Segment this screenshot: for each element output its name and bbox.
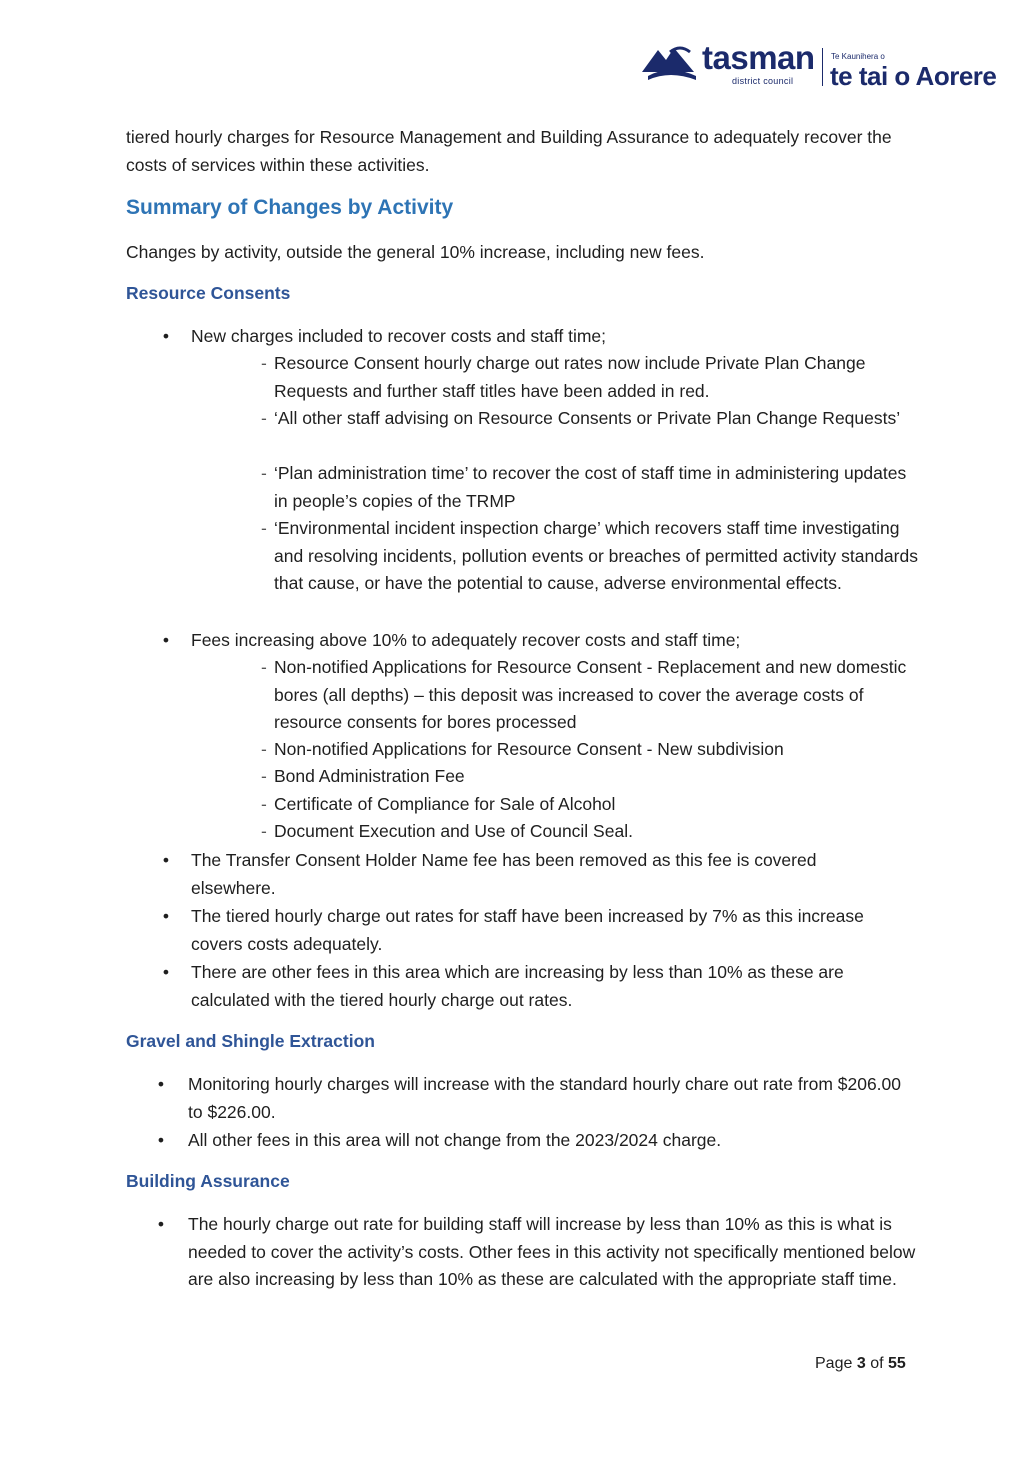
bullet-text: The Transfer Consent Holder Name fee has been removed as this fee is covered elsewhere. [191,850,817,898]
sub-item-text: Document Execution and Use of Council Seal. [274,821,633,841]
sub-item-text: ‘Environmental incident inspection charge’ which recovers staff time investigating and resolving incidents, pollution events or breaches of permitted activity standards that cause, or have the potential to cause, adverse environmental effects. [274,518,918,593]
page-word: Page [815,1355,853,1372]
sub-item-text: Resource Consent hourly charge out rates now include Private Plan Change Requests and further staff titles have been added in red. [274,353,866,401]
bullet-glyph: • [162,326,170,346]
summary-heading: Summary of Changes by Activity [126,196,454,219]
sub-item-text: Non-notified Applications for Resource Consent - New subdivision [274,739,784,759]
bullet-text: Monitoring hourly charges will increase with the standard hourly chare out rate from $206.00 to $226.00. [188,1074,902,1122]
bullet-glyph: • [157,1214,165,1234]
page-number [815,1355,906,1373]
dash-glyph: - [261,821,267,841]
bullet-glyph: • [162,630,170,650]
intro-paragraph: tiered hourly charges for Resource Management and Building Assurance to adequately recover the costs of services within these activities. [126,127,892,175]
bullet-text: The tiered hourly charge out rates for staff have been increased by 7% as this increase covers costs adequately. [191,906,864,954]
sub-item-text: ‘All other staff advising on Resource Consents or Private Plan Change Requests’ [274,408,901,428]
sub-item-text: ‘Plan administration time’ to recover the cost of staff time in administering updates in people’s copies of the TRMP [274,463,907,511]
dash-glyph: - [261,739,267,759]
bullet-glyph: • [162,906,170,926]
dash-glyph: - [261,518,267,538]
summary-text: Changes by activity, outside the general 10% increase, including new fees. [126,242,705,262]
dash-glyph: - [261,766,267,786]
page-current: 3 [856,1355,866,1372]
dash-glyph: - [261,794,267,814]
bullet-text: There are other fees in this area which are increasing by less than 10% as these are calculated with the tiered hourly charge out rates. [191,962,844,1010]
bullet-glyph: • [162,962,170,982]
logo-brand: tasman [702,39,815,76]
bullet-glyph: • [157,1130,165,1150]
bullet-text: Fees increasing above 10% to adequately recover costs and staff time; [191,630,741,650]
logo-brand-sub: district council [732,76,794,86]
bullet-text: New charges included to recover costs and staff time; [191,326,607,346]
logo-maori: te tai o Aorere [830,61,997,91]
page-total: 55 [887,1355,906,1372]
logo-divider [822,48,823,86]
dash-glyph: - [261,408,267,428]
council-logo [640,40,1005,92]
gravel-heading: Gravel and Shingle Extraction [126,1031,375,1051]
bullet-glyph: • [162,850,170,870]
bullet-text: The hourly charge out rate for building staff will increase by less than 10% as this is what is needed to cover the activity’s costs. Other fees in this activity not specifically mentioned below are also increasing by less than 10% as these are calculated with the appropriate staff time. [188,1214,916,1289]
logo-maori-small: Te Kaunihera o [831,52,885,61]
resource-consents-heading: Resource Consents [126,283,291,303]
sub-item-text: Non-notified Applications for Resource Consent - Replacement and new domestic bores (all depths) – this deposit was increased to cover the average costs of resource consents for bores processed [274,657,907,732]
bullet-text: All other fees in this area will not change from the 2023/2024 charge. [188,1130,722,1150]
mountain-logo-icon [640,42,700,84]
bullet-glyph: • [157,1074,165,1094]
dash-glyph: - [261,353,267,373]
dash-glyph: - [261,463,267,483]
building-heading: Building Assurance [126,1171,290,1191]
dash-glyph: - [261,657,267,677]
sub-item-text: Bond Administration Fee [274,766,465,786]
page-of: of [870,1355,884,1372]
sub-item-text: Certificate of Compliance for Sale of Alcohol [274,794,616,814]
